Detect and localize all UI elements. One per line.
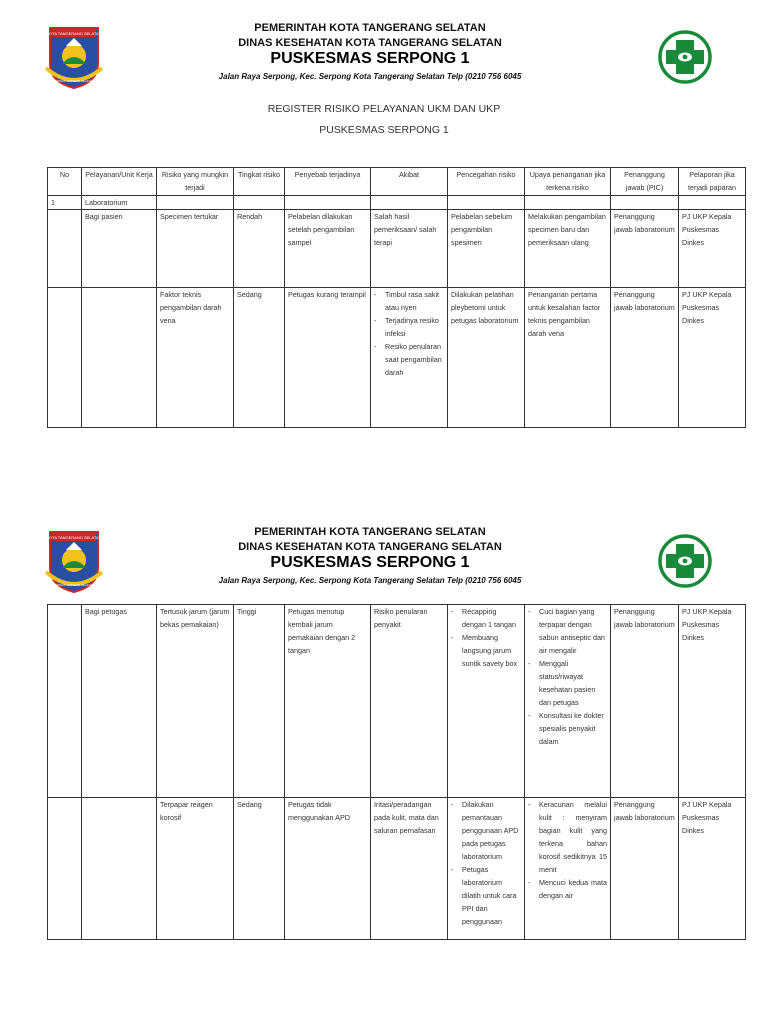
cell-prevention: [448, 605, 525, 798]
header-line1: PEMERINTAH KOTA TANGERANG SELATAN: [254, 526, 486, 538]
handling-item: - Menggali status/riwayat kesehatan pasien dan petugas: [528, 657, 607, 709]
register-title: REGISTER RISIKO PELAYANAN UKM DAN UKP: [267, 103, 501, 115]
cell-level: Rendah: [234, 210, 285, 288]
header-title: PUSKESMAS SERPONG 1: [270, 50, 470, 67]
cell-handling: [525, 798, 611, 940]
cell-effect: Risiko penularan penyakit: [371, 605, 448, 798]
puskesmas-logo: [656, 532, 714, 590]
cell-unit: Bagi pasien: [82, 210, 157, 288]
col-header-level: Tingkat risiko: [234, 168, 285, 196]
cell-risk: Faktor teknis pengambilan darah vena: [157, 288, 234, 428]
col-header-unit: Pelayanan/Unit Kerja: [82, 168, 157, 196]
cell-effect: Iritasi/peradangan pada kulit, mata dan saluran pernafasan: [371, 798, 448, 940]
col-header-handling: Upaya penanganan jika terkena risiko: [525, 168, 611, 196]
col-header-pic: Penanggung jawab (PIC): [611, 168, 679, 196]
cell-unit: Bagi petugas: [82, 605, 157, 798]
city-emblem-logo: [44, 528, 104, 594]
cell-cause: Petugas menutup kembali jarum pemakaian dengan 2 tangan: [285, 605, 371, 798]
header-title: PUSKESMAS SERPONG 1: [270, 554, 470, 571]
prevention-item: - Petugas laboratorium dilatih untuk cara PPI dan penggunaan: [451, 863, 521, 928]
col-header-prevention: Pencegahan risiko: [448, 168, 525, 196]
header-line2: DINAS KESEHATAN KOTA TANGERANG SELATAN: [238, 541, 502, 553]
cell-level: Tinggi: [234, 605, 285, 798]
table-row: [48, 288, 746, 428]
table-header-row: [48, 168, 746, 196]
cell-risk: Specimen tertukar: [157, 210, 234, 288]
handling-item: - Konsultasi ke dokter spesialis penyakit dalam: [528, 709, 607, 748]
effect-item: - Terjadinya resiko infeksi: [374, 314, 444, 340]
cell-risk: Tertusuk jarum (jarum bekas pemakaian): [157, 605, 234, 798]
svg-text:KOTA TANGERANG SELATAN: KOTA TANGERANG SELATAN: [46, 535, 102, 540]
svg-text:CERDAS MODERN RELIGIUS: CERDAS MODERN RELIGIUS: [53, 583, 95, 587]
register-subtitle: PUSKESMAS SERPONG 1: [319, 124, 449, 136]
cell-report: PJ UKP Kepala Puskesmas Dinkes: [679, 605, 746, 798]
cell-report: PJ UKP Kepala Puskesmas Dinkes: [679, 288, 746, 428]
puskesmas-logo: [656, 28, 714, 86]
cell-effect: Salah hasil pemeriksaan/ salah terapi: [371, 210, 448, 288]
col-header-no: No: [48, 168, 82, 196]
prevention-item: - Recapping dengan 1 tangan: [451, 605, 521, 631]
cell-prevention: [448, 798, 525, 940]
cell-pic: Penanggung jawab laboratorium: [611, 605, 679, 798]
section-row: [48, 196, 746, 210]
cell-unit: [82, 798, 157, 940]
cell-prevention: Dilakukan pelatihan pleybetomi untuk petugas laboratorium: [448, 288, 525, 428]
cell-report: PJ UKP Kepala Puskesmas Dinkes: [679, 210, 746, 288]
table-row: [48, 605, 746, 798]
header-line1: PEMERINTAH KOTA TANGERANG SELATAN: [254, 22, 486, 34]
risk-register-table-page2: [47, 604, 746, 940]
page1-header: [0, 22, 768, 92]
risk-register-table-page1: [47, 167, 746, 428]
table-row: [48, 798, 746, 940]
handling-item: - Keracunan melalui kulit : menyiram bagian kulit yang terkena bahan korosif sedikitnya 15 menit: [528, 798, 607, 876]
cell-handling: Melakukan pengambilan specimen baru dan pemeriksaan ulang: [525, 210, 611, 288]
header-address: Jalan Raya Serpong, Kec. Serpong Kota Tangerang Selatan Telp (0210 756 6045: [218, 72, 522, 81]
cell-report: PJ UKP Kepala Puskesmas Dinkes: [679, 798, 746, 940]
cell-level: Sedang: [234, 798, 285, 940]
header-line2: DINAS KESEHATAN KOTA TANGERANG SELATAN: [238, 37, 502, 49]
cell-level: Sedang: [234, 288, 285, 428]
header-address: Jalan Raya Serpong, Kec. Serpong Kota Tangerang Selatan Telp (0210 756 6045: [218, 576, 522, 585]
cell-pic: Penanggung jawab laboratorium: [611, 798, 679, 940]
city-emblem-logo: [44, 24, 104, 90]
table-row: [48, 210, 746, 288]
cell-pic: Penanggung jawab laboratorium: [611, 288, 679, 428]
cell-pic: Penanggung jawab laboratorium: [611, 210, 679, 288]
cell-unit: [82, 288, 157, 428]
cell-cause: Pelabelan dilakukan setelah pengambilan sampel: [285, 210, 371, 288]
svg-text:KOTA TANGERANG SELATAN: KOTA TANGERANG SELATAN: [46, 31, 102, 36]
col-header-cause: Penyebab terjadinya: [285, 168, 371, 196]
prevention-item: - Dilakukan pemantauan penggunaan APD pada petugas laboratorium: [451, 798, 521, 863]
prevention-item: - Membuang langsung jarum suntik savety box: [451, 631, 521, 670]
cell-handling: [525, 605, 611, 798]
effect-item: - Timbul rasa sakit atau nyeri: [374, 288, 444, 314]
effect-item: - Resiko penularan saat pengambilan darah: [374, 340, 444, 379]
cell-handling: Penanganan pertama untuk kesalahan factor teknis pengambilan darah vena: [525, 288, 611, 428]
handling-item: - Cuci bagian yang terpapar dengan sabun antiseptic dan air mengalir: [528, 605, 607, 657]
col-header-effect: Akibat: [371, 168, 448, 196]
section-unit: Laboratorium: [82, 196, 157, 210]
col-header-risk: Risiko yang mungkin terjadi: [157, 168, 234, 196]
handling-item: - Mencuci kedua mata dengan air: [528, 876, 607, 902]
cell-prevention: Pelabelan sebelum pengambilan spesimen: [448, 210, 525, 288]
page2-header: [0, 526, 768, 596]
col-header-report: Pelaporan jika terjadi paparan: [679, 168, 746, 196]
section-no: 1: [48, 196, 82, 210]
cell-risk: Terpapar reagen korosif: [157, 798, 234, 940]
cell-effect: [371, 288, 448, 428]
svg-text:CERDAS MODERN RELIGIUS: CERDAS MODERN RELIGIUS: [53, 79, 95, 83]
cell-cause: Petugas tidak menggunakan APD: [285, 798, 371, 940]
cell-cause: Petugas kurang terampil: [285, 288, 371, 428]
